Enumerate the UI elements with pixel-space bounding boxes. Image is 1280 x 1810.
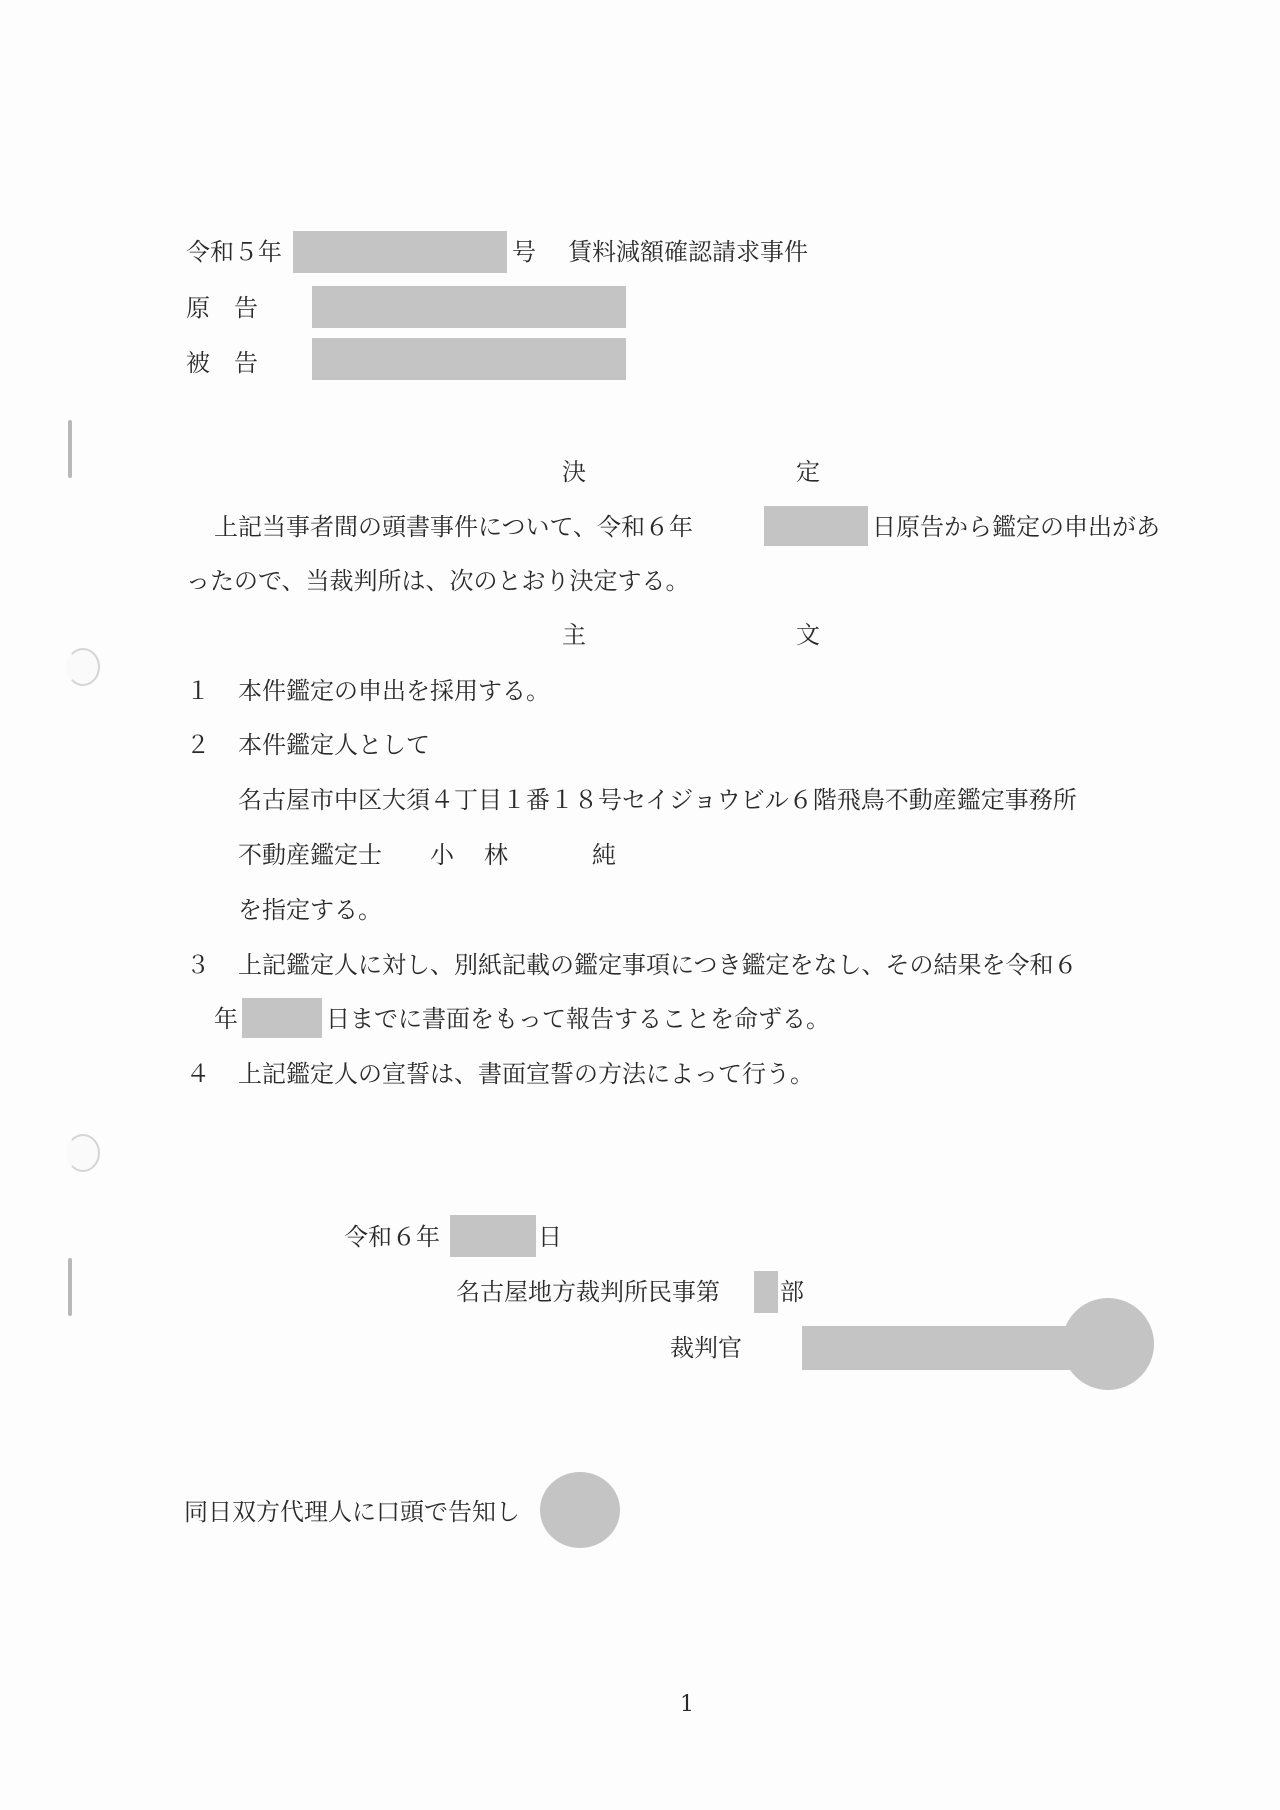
binding-clip-bottom — [68, 1258, 72, 1316]
redacted-judge-name — [802, 1326, 1092, 1370]
redacted-division-number — [754, 1271, 778, 1313]
clerk-seal — [540, 1472, 620, 1548]
punch-hole-top — [66, 648, 100, 686]
judge-seal — [1062, 1298, 1154, 1390]
redacted-case-number — [293, 231, 507, 273]
item2-address: 名古屋市中区大須４丁目１番１８号セイジョウビル６階飛鳥不動産鑑定事務所 — [238, 786, 1077, 814]
item2-number: ２ — [186, 731, 210, 759]
item2-appraiser-name-2: 林 — [484, 841, 508, 869]
decision-date-a: 令和６年 — [344, 1223, 440, 1251]
item1-text: 本件鑑定の申出を採用する。 — [238, 677, 550, 705]
decision-heading-1: 決 — [562, 458, 586, 486]
redacted-plaintiff — [312, 286, 626, 328]
item2-appraiser-name-3: 純 — [592, 841, 616, 869]
redacted-application-date — [764, 506, 868, 546]
intro-line1-b: 日原告から鑑定の申出があ — [872, 513, 1160, 541]
plaintiff-label: 原 告 — [186, 294, 258, 322]
redacted-decision-date — [450, 1215, 536, 1257]
item4-text: 上記鑑定人の宣誓は、書面宣誓の方法によって行う。 — [238, 1060, 814, 1088]
case-title: 賃料減額確認請求事件 — [568, 238, 808, 266]
item3-number: ３ — [186, 951, 210, 979]
item2-end: を指定する。 — [238, 896, 382, 924]
judge-label: 裁判官 — [670, 1334, 742, 1362]
case-number-prefix: 令和５年 — [186, 238, 282, 266]
main-heading-1: 主 — [562, 621, 586, 649]
item2-text: 本件鑑定人として — [238, 731, 430, 759]
intro-line2: ったので、当裁判所は、次のとおり決定する。 — [186, 567, 690, 595]
item4-number: ４ — [186, 1060, 210, 1088]
binding-clip-top — [68, 420, 72, 478]
punch-hole-bottom — [66, 1134, 100, 1172]
item2-appraiser-name-1: 小 — [430, 841, 454, 869]
main-heading-2: 文 — [796, 621, 820, 649]
redacted-report-date — [242, 998, 322, 1038]
intro-line1-a: 上記当事者間の頭書事件について、令和６年 — [214, 513, 694, 541]
court-name-a: 名古屋地方裁判所民事第 — [456, 1278, 720, 1306]
court-name-b: 部 — [780, 1278, 804, 1306]
notice-text: 同日双方代理人に口頭で告知し — [184, 1498, 520, 1526]
item3-line2-a: 年 — [214, 1005, 238, 1033]
decision-heading-2: 定 — [796, 458, 820, 486]
item1-number: １ — [186, 677, 210, 705]
item3-line2-b: 日までに書面をもって報告することを命ずる。 — [326, 1005, 830, 1033]
decision-date-b: 日 — [538, 1223, 562, 1251]
item3-line1: 上記鑑定人に対し、別紙記載の鑑定事項につき鑑定をなし、その結果を令和６ — [238, 951, 1078, 979]
redacted-defendant — [312, 338, 626, 380]
case-number-suffix: 号 — [512, 238, 536, 266]
page-number: 1 — [680, 1692, 694, 1717]
item2-appraiser-title: 不動産鑑定士 — [238, 841, 382, 869]
defendant-label: 被 告 — [186, 349, 258, 377]
